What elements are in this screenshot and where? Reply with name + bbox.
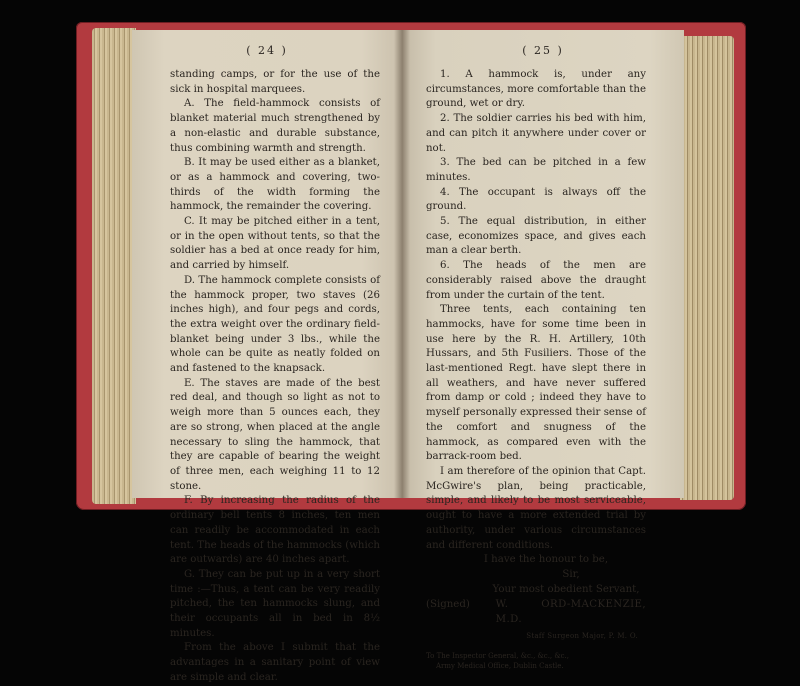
signatory-name: W. ORD-MACKENZIE, M.D. xyxy=(495,599,646,626)
left-page-text xyxy=(170,68,380,686)
paragraph: 6. The heads of the men are considerably raised above the draught from under the curtain of the tent. xyxy=(426,260,646,301)
book-gutter xyxy=(394,30,410,498)
signatory-rank: Staff Surgeon Major, P. M. O. xyxy=(526,631,638,640)
paragraph: standing camps, or for the use of the sick in hospital marquees. xyxy=(170,69,380,95)
page-edges-right xyxy=(680,36,734,500)
right-page-text xyxy=(426,68,646,671)
page-number: ( 25 ) xyxy=(522,44,564,57)
paragraph: 4. The occupant is always off the ground. xyxy=(426,186,646,213)
signature-line xyxy=(426,598,646,627)
paragraph: 2. The soldier carries his bed with him, and can pitch it anywhere under cover or not. xyxy=(426,113,646,154)
paragraph: A. The field-hammock consists of blanket material much strengthened by a non-elastic and durable substance, thus combining warmth and strength. xyxy=(170,98,380,154)
paragraph: 5. The equal distribution, in either case, economizes space, and gives each man a clear berth. xyxy=(426,216,646,257)
paragraph: E. The staves are made of the best red deal, and though so light as not to weigh more than 5 ounces each, they are so strong, when placed at the angle necessary to sling the hammock, that they are capable of bearing the weight of three men, each weighing 11 to 12 stone. xyxy=(170,377,380,492)
right-page xyxy=(402,30,684,671)
paragraph: From the above I submit that the advantages in a sanitary point of view are simple and clear. xyxy=(170,642,380,683)
paragraph: I am therefore of the opinion that Capt. McGwire's plan, being practicable, simple, and likely to be most serviceable, ought to have a more extended trial by authority, under various circumstances and different conditions. xyxy=(426,465,646,551)
paragraph: D. The hammock complete consists of the hammock proper, two staves (26 inches high), and four pegs and cords, the extra weight over the ordinary field-blanket being under 3 lbs., while the whole can be quite as neatly folded on and fastened to the knapsack. xyxy=(170,274,380,375)
closing-salutation: Sir, xyxy=(562,568,580,580)
paragraph: 3. The bed can be pitched in a few minutes. xyxy=(426,157,646,183)
addressee-line: Army Medical Office, Dublin Castle. xyxy=(436,662,564,671)
page-edges-left xyxy=(92,28,136,504)
paragraph: F. By increasing the radius of the ordinary bell tents 8 inches, ten men can readily be accommodated in each tent. The heads of the hammocks (which are outwards) are 40 inches apart. xyxy=(170,495,380,566)
closing-line: Your most obedient Servant, xyxy=(492,583,640,595)
closing-line: I have the honour to be, xyxy=(483,554,609,566)
paragraph: G. They can be put up in a very short time :—Thus, a tent can be very readily pitched, the ten hammocks slung, and their occupants all in bed in 8½ minutes. xyxy=(170,568,380,639)
left-page xyxy=(132,30,402,683)
addressee-line: To The Inspector General, &c., &c., &c., xyxy=(426,652,569,661)
paragraph: C. It may be pitched either in a tent, or in the open without tents, so that the soldier has a bed at once ready for him, and carried by himself. xyxy=(170,216,380,272)
paragraph: Three tents, each containing ten hammocks, have for some time been in use here by the R. H. Artillery, 10th Hussars, and 5th Fusiliers. Those of the last-mentioned Regt. have slept there in all weathers, and have never suffered from damp or cold ; indeed they have to myself personally expressed their sense of the comfort and snugness of the hammock, as compared even with the barrack-room bed. xyxy=(426,304,646,463)
signed-label: (Signed) xyxy=(426,599,470,611)
paragraph: 1. A hammock is, under any circumstances, more comfortable than the ground, wet or dry. xyxy=(426,69,646,110)
paragraph: B. It may be used either as a blanket, or as a hammock and covering, two-thirds of the width forming the hammock, the remainder the covering. xyxy=(170,157,380,213)
addressee xyxy=(426,651,646,671)
page-number: ( 24 ) xyxy=(246,44,288,57)
